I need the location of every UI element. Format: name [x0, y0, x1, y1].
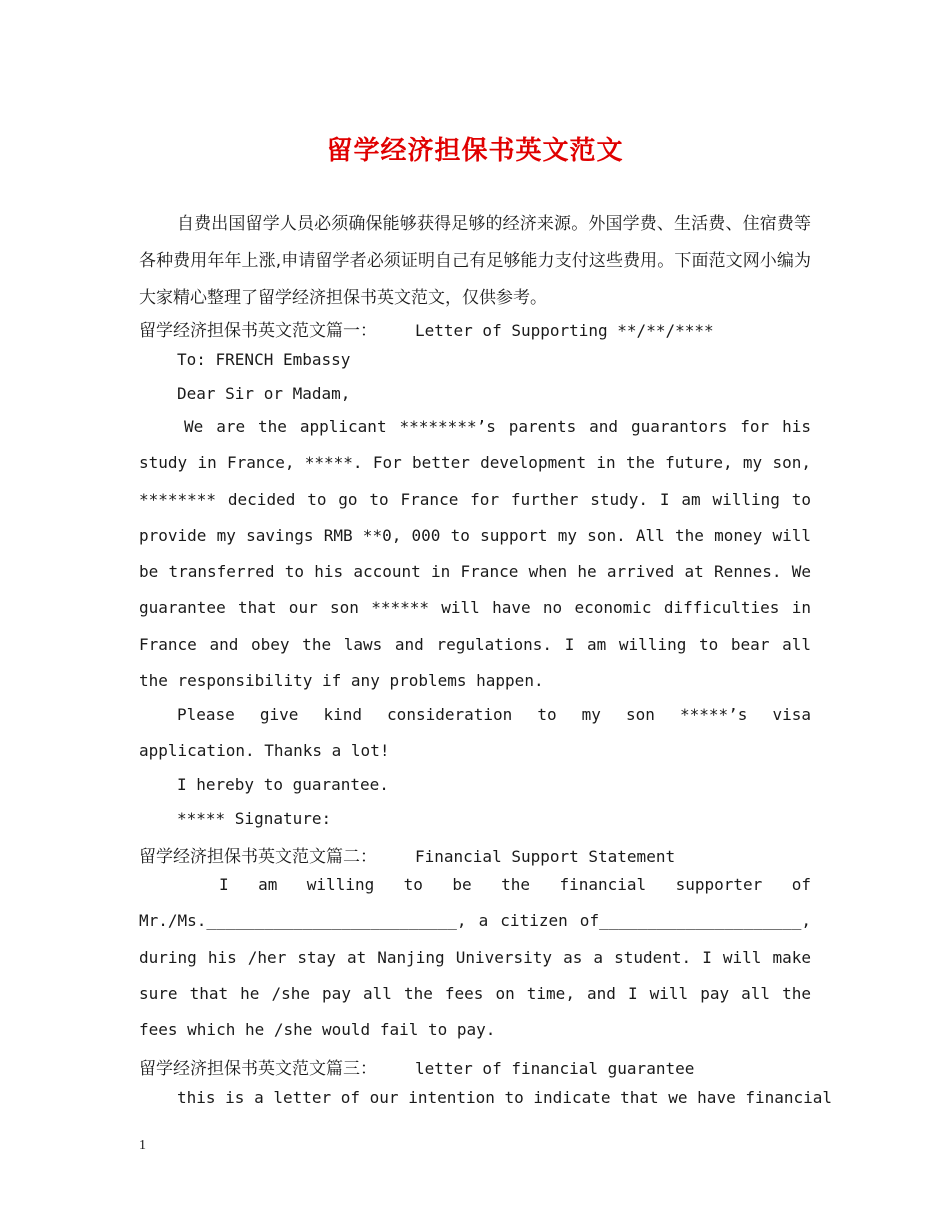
section-3-heading-en: letter of financial guarantee — [415, 1059, 695, 1078]
section-1-signature: ***** Signature: — [177, 809, 332, 828]
section-2-heading-cn: 留学经济担保书英文范文篇二： — [139, 847, 377, 867]
section-2-body: I am willing to be the financial supporter of Mr./Ms.__________________________, a citizen of_____________________, during his /her stay at Nanjing University as a student. I will make sure that he /she pay all the fees on time, and I will pay all the fees which he /she would fail to pay. — [139, 875, 811, 1040]
to-line: To: FRENCH Embassy — [177, 350, 351, 369]
page-number: 1 — [139, 1138, 146, 1153]
section-2-heading — [139, 842, 675, 867]
section-1-heading-cn: 留学经济担保书英文范文篇一： — [139, 321, 377, 341]
page-title: 留学经济担保书英文范文 — [326, 136, 624, 166]
section-3-heading — [139, 1054, 694, 1079]
section-2-heading-en: Financial Support Statement — [415, 847, 676, 866]
section-1-heading-en: Letter of Supporting **/**/**** — [415, 321, 714, 340]
section-3-body-start: this is a letter of our intention to indicate that we have financial — [177, 1088, 833, 1107]
intro-paragraph: 自费出国留学人员必须确保能够获得足够的经济来源。外国学费、生活费、住宿费等各种费用年年上涨,申请留学者必须证明自己有足够能力支付这些费用。下面范文网小编为大家精心整理了留学经济担保书英文范文，仅供参考。 — [139, 214, 811, 308]
salutation: Dear Sir or Madam, — [177, 384, 351, 403]
section-1-body: We are the applicant ********’s parents and guarantors for his study in France, *****. For better development in the future, my son, ******** decided to go to France for further study. I am willing to provide my savings RMB **0, 000 to support my son. All the money will be transferred to his account in France when he arrived at Rennes. We guarantee that our son ****** will have no economic difficulties in France and obey the laws and regulations. I am willing to bear all the responsibility if any problems happen. — [139, 417, 811, 691]
section-1-request: Please give kind consideration to my son *****’s visa application. Thanks a lot! — [139, 705, 811, 760]
section-1-heading — [139, 316, 714, 341]
section-1-closing: I hereby to guarantee. — [177, 775, 389, 794]
section-3-heading-cn: 留学经济担保书英文范文篇三： — [139, 1059, 377, 1079]
